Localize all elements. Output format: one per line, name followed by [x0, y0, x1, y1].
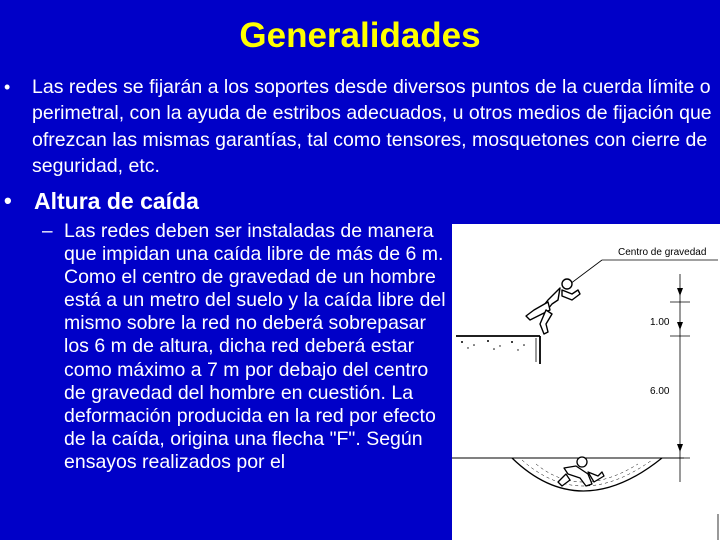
- slide-title: Generalidades: [239, 16, 481, 55]
- falling-worker-icon: [526, 279, 580, 334]
- arrow-head: [677, 444, 683, 452]
- section-heading: Altura de caída: [34, 188, 199, 214]
- label-pointer-line: [570, 260, 602, 284]
- bullet-1-text: Las redes se fijarán a los soportes desde diversos puntos de la cuerda límite o perimetral, con la ayuda de estribos adecuados, u otros medios de fijación que ofrezcan las mismas garantías, tal como tensores, mosquetones con cierre de seguridad, etc.: [32, 76, 712, 177]
- fall-height-diagram: [452, 224, 720, 540]
- sub-bullet-marker: –: [42, 221, 53, 242]
- center-of-gravity-label: Centro de gravedad: [618, 247, 707, 258]
- bullet-marker: •: [4, 77, 11, 97]
- fallen-worker-icon: [558, 457, 604, 486]
- ground-texture: [461, 340, 525, 351]
- dimension-label-1m: 1.00: [650, 317, 670, 328]
- arrow-head: [677, 322, 683, 330]
- bullet-marker: •: [4, 188, 12, 213]
- sub-bullet-text: Las redes deben ser instaladas de manera que impidan una caída libre de más de 6 m. Como el centro de gravedad de un hombre está a un metro del suelo y la caída libre del mismo sobre la red no deberá sobrepasar los 6 m de altura, dicha red deberá estar como máximo a 7 m por debajo del centro de gravedad del hombre en cuestión. La deformación producida en la red por efecto de la caída, origina una flecha "F". Según ensayos realizados por el: [64, 220, 446, 473]
- arrow-head: [677, 288, 683, 296]
- dimension-label-6m: 6.00: [650, 386, 670, 397]
